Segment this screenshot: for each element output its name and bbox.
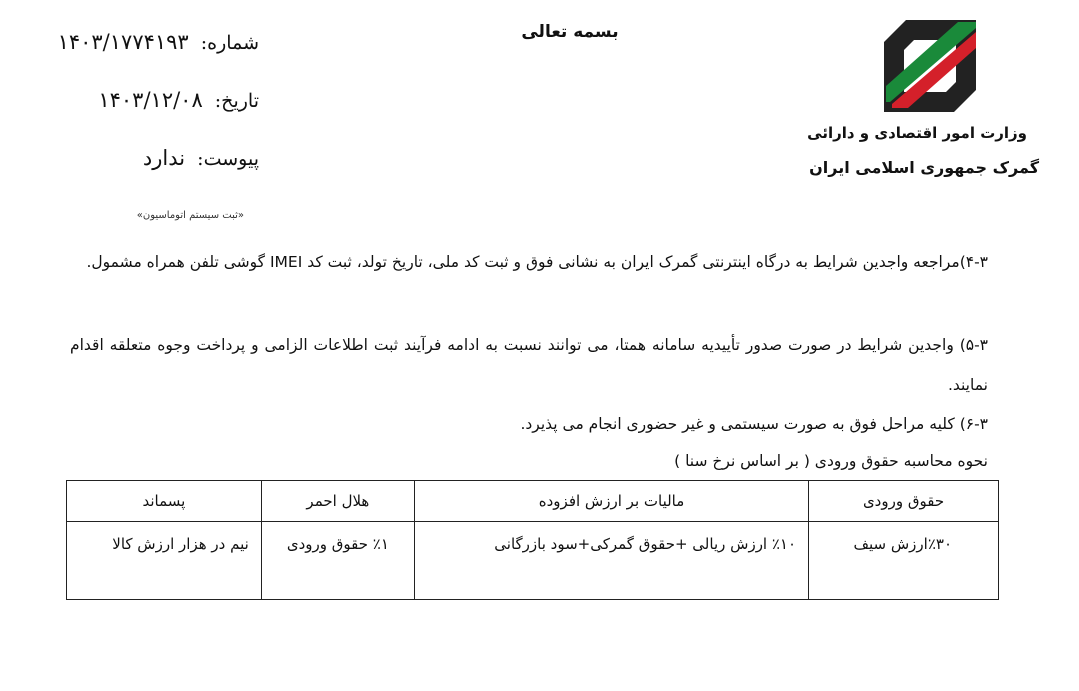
duties-table <box>66 480 999 600</box>
automation-stamp: «ثبت سیستم اتوماسیون» <box>136 210 244 221</box>
ministry-name: وزارت امور اقتصادی و دارائی <box>807 124 1027 142</box>
cell-red-crescent: ٪۱ حقوق ورودی <box>261 522 414 600</box>
paragraph-4: ۴-۳)مراجعه واجدین شرایط به درگاه اینترنتی گمرک ایران به نشانی فوق و ثبت کد ملی، تاریخ تولد، ثبت کد IMEI گوشی تلفن همراه مشمول. <box>86 253 988 271</box>
paragraph-5: ۵-۳) واجدین شرایط در صورت صدور تأییدیه سامانه همتا، می توانند نسبت به ادامه فرآیند ثبت اطلاعات الزامی و پرداخت وجوه متعلقه اقدام نمایند. <box>70 336 988 394</box>
header-vat: مالیات بر ارزش افزوده <box>415 481 809 522</box>
cell-vat: ٪۱۰ ارزش ریالی +حقوق گمرکی+سود بازرگانی <box>415 522 809 600</box>
customs-logo <box>878 14 982 118</box>
letter-date <box>98 88 259 112</box>
calc-heading: نحوه محاسبه حقوق ورودی ( بر اساس نرخ سنا ) <box>674 452 988 470</box>
header-waste: پسماند <box>67 481 262 522</box>
letter-number <box>58 30 259 54</box>
attachment-value: ندارد <box>142 146 186 170</box>
header-red-crescent: هلال احمر <box>261 481 414 522</box>
letter-number-label: شماره: <box>200 32 259 54</box>
attachment-label: پیوست: <box>197 148 259 170</box>
table-header-row <box>67 481 999 522</box>
paragraph-6: ۶-۳) کلیه مراحل فوق به صورت سیستمی و غیر حضوری انجام می پذیرد. <box>520 415 988 433</box>
cell-waste: نیم در هزار ارزش کالا <box>67 522 262 600</box>
table-row <box>67 522 999 600</box>
customs-name: گمرک جمهوری اسلامی ایران <box>809 158 1039 177</box>
cell-import-duty: ٪۳۰ارزش سیف <box>809 522 999 600</box>
header-import-duty: حقوق ورودی <box>809 481 999 522</box>
basmala: بسمه تعالی <box>521 22 619 42</box>
letter-attachment <box>143 146 259 170</box>
letter-number-value: ۱۴۰۳/۱۷۷۴۱۹۳ <box>57 30 189 54</box>
letter-date-label: تاریخ: <box>214 90 259 112</box>
letter-date-value: ۱۴۰۳/۱۲/۰۸ <box>98 88 203 112</box>
